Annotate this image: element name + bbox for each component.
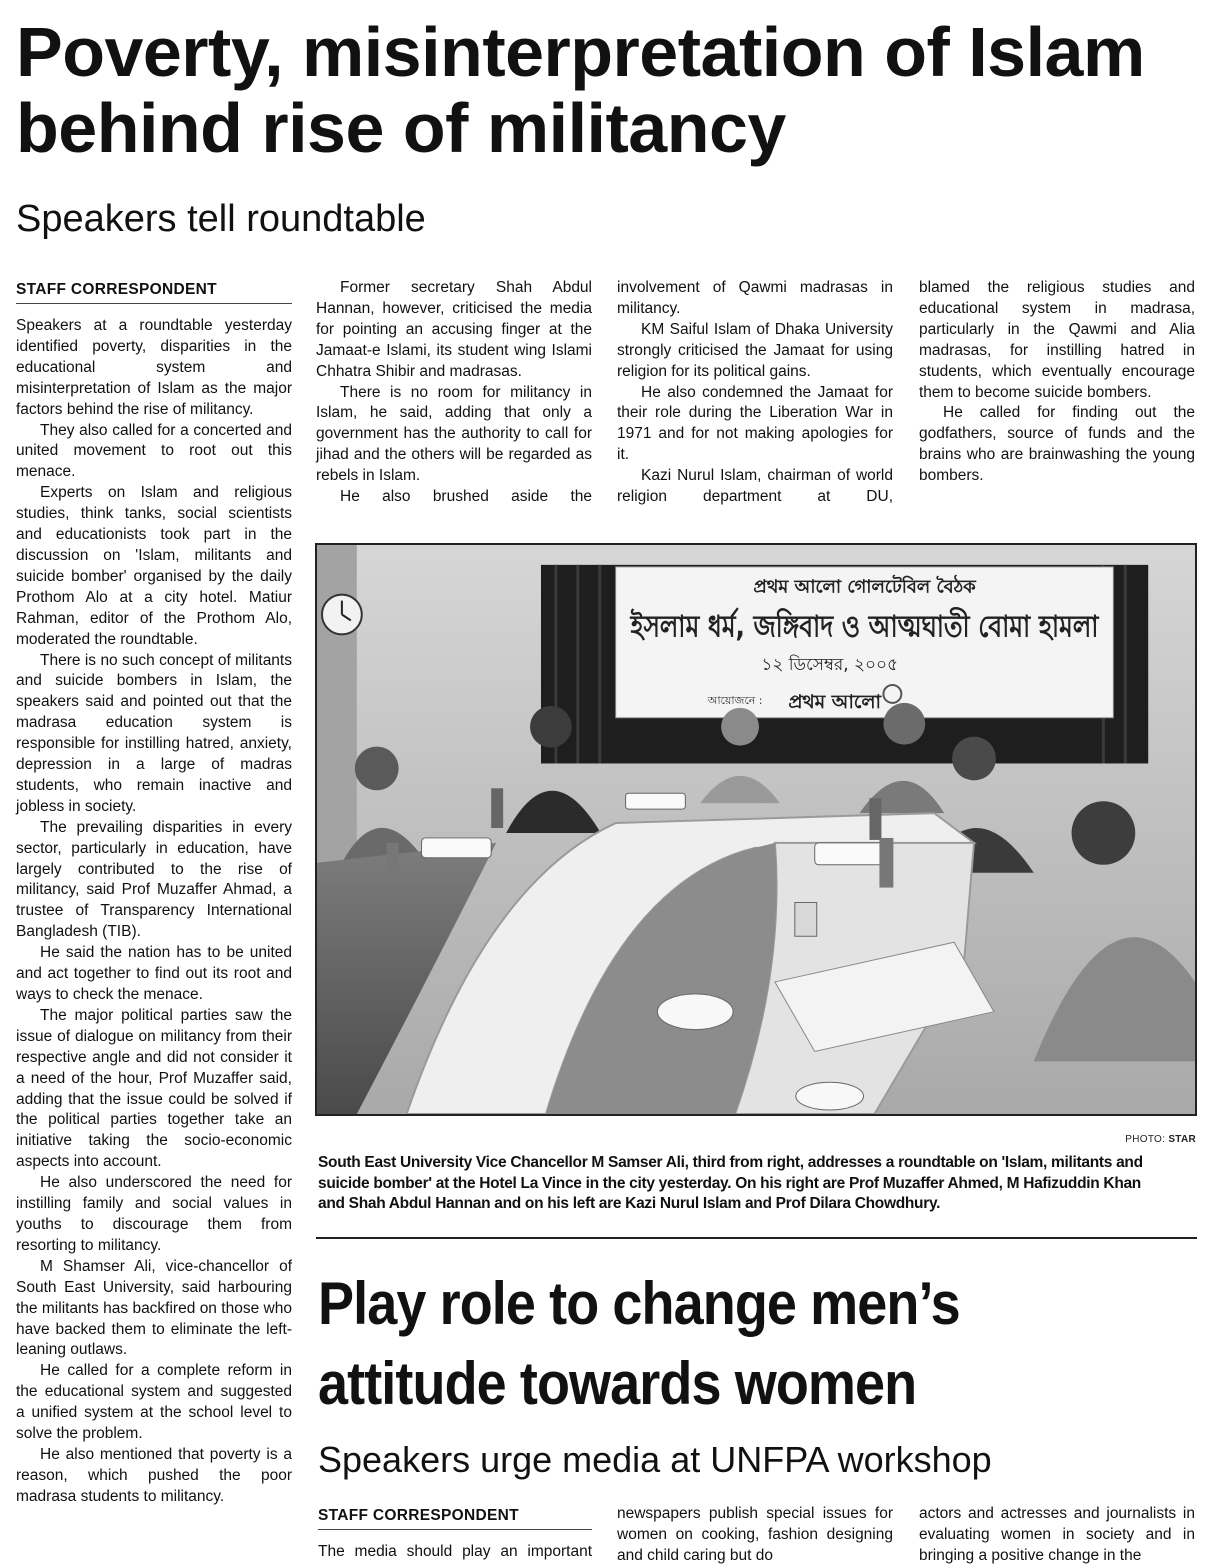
story1-col1-para: He also mentioned that poverty is a reason, which pushed the poor madrasa students to militancy. bbox=[16, 1445, 292, 1505]
story2-column-3 bbox=[919, 1504, 1195, 1567]
story1-column-4 bbox=[919, 278, 1195, 487]
story1-headline bbox=[16, 14, 1196, 166]
story2-byline bbox=[318, 1507, 519, 1525]
photo-credit-source: STAR bbox=[1168, 1134, 1196, 1145]
story1-col1-para: He called for a complete reform in the educational system and suggested a unified system at the school level to solve the problem. bbox=[16, 1362, 292, 1443]
story1-col4-para: blamed the religious studies and educational system in madrasa, particularly in the Qawmi and Alia madrasas, for instilling hatred in students, which eventually encourage them to become suicide bombers. bbox=[919, 279, 1195, 401]
photo-caption-line: South East University Vice Chancellor M Samser Ali, third from right, addresses a roundtable on 'Islam, militants and bbox=[318, 1154, 1143, 1171]
story2-col1-para: The media should play an important bbox=[318, 1543, 592, 1560]
story1-col2-para: There is no room for militancy in Islam, he said, adding that only a government has the authority to call for jihad and the others will be regarded as rebels in Islam. bbox=[316, 383, 592, 485]
banner-line-2: ইসলাম ধর্ম, জঙ্গিবাদ ও আত্মঘাতী বোমা হামলা bbox=[630, 609, 1195, 645]
story1-headline-line-2: behind rise of militancy bbox=[16, 89, 786, 167]
story1-col1-para: He also underscored the need for instilling family and social values in youths to discourage them from resorting to militancy. bbox=[16, 1174, 292, 1254]
story1-byline-text: STAFF CORRESPONDENT bbox=[16, 281, 217, 298]
story1-col1-para: They also called for a concerted and united movement to root out this menace. bbox=[16, 421, 292, 481]
story2-byline-text: STAFF CORRESPONDENT bbox=[318, 1507, 519, 1524]
story1-col2-para: He also brushed aside the bbox=[340, 488, 592, 506]
story2-col2-para: newspapers publish special issues for women on cooking, fashion designing and child caring but do bbox=[617, 1505, 893, 1564]
story1-col1-para: There is no such concept of militants and suicide bombers in Islam, the speakers said and pointed out that the madrasa education system is responsible for instilling hatred, anxiety, depression in a large of madras students, who remain inactive and jobless in society. bbox=[16, 651, 292, 815]
story2-headline-line-1: Play role to change men’s bbox=[318, 1270, 960, 1337]
story1-byline bbox=[16, 281, 217, 299]
story1-subhead: Speakers tell roundtable bbox=[16, 198, 426, 240]
story1-byline-rule bbox=[16, 303, 292, 304]
story2-subhead: Speakers urge media at UNFPA workshop bbox=[318, 1439, 992, 1480]
story1-col1-para: The major political parties saw the issue of dialogue on militancy from their respective angle and did not consider it a need of the hour, Prof Muzaffer said, adding that the issue could be solved if the political parties together take an initiative taking the socio-economic aspects into account. bbox=[16, 1006, 292, 1171]
photo-credit-label: PHOTO: bbox=[1125, 1134, 1166, 1145]
roundtable-photo bbox=[315, 543, 1197, 1116]
banner-organiser-label: আয়োজনে : bbox=[707, 693, 763, 707]
story1-col1-para: He said the nation has to be united and act together to find out its root and ways to check the menace. bbox=[16, 944, 292, 1003]
story1-headline-line-1: Poverty, misinterpretation of Islam bbox=[16, 13, 1145, 91]
story1-col2-para: Former secretary Shah Abdul Hannan, however, criticised the media for pointing an accusing finger at the Jamaat-e Islami, its student wing Islami Chhatra Shibir and madrasas. bbox=[316, 279, 592, 380]
story2-headline-line-2: attitude towards women bbox=[318, 1350, 917, 1417]
story2-byline-rule bbox=[318, 1529, 592, 1530]
story2-col3-para: actors and actresses and journalists in evaluating women in society and in bringing a positive change in the bbox=[919, 1505, 1195, 1564]
story2-column-2 bbox=[617, 1504, 893, 1567]
story2-headline bbox=[318, 1264, 1110, 1424]
story1-col1-para: The prevailing disparities in every sector, particularly in education, have largely contributed to the rise of militancy, said Prof Muzaffer Ahmad, a trustee of Transparency International Bangladesh (TIB). bbox=[16, 818, 292, 941]
photo-credit bbox=[1040, 1134, 1196, 1145]
photo-caption bbox=[318, 1153, 1198, 1215]
story1-col3-para: involvement of Qawmi madrasas in militancy. bbox=[617, 279, 893, 317]
roundtable-photo-illustration bbox=[317, 545, 1195, 1114]
story1-column-3 bbox=[617, 278, 893, 508]
photo-caption-line: and Shah Abdul Hannan and on his left are Kazi Nurul Islam and Prof Dilara Chowdhury. bbox=[318, 1195, 941, 1213]
story1-col1-para: Experts on Islam and religious studies, think tanks, social scientists and educationists took part in the discussion on 'Islam, militants and suicide bomber' organised by the daily Prothom Alo at a city hotel. Matiur Rahman, editor of the Prothom Alo, moderated the roundtable. bbox=[16, 484, 292, 648]
story1-col1-para: M Shamser Ali, vice-chancellor of South East University, said harbouring the militants has backfired on those who have backed them to eliminate the left-leaning outlaws. bbox=[16, 1257, 292, 1359]
story1-column-2 bbox=[316, 278, 592, 508]
story1-column-1 bbox=[16, 316, 292, 1508]
banner-line-1: প্রথম আলো গোলটেবিল বৈঠক bbox=[753, 576, 976, 598]
story1-col1-para: Speakers at a roundtable yesterday identified poverty, disparities in the educational system and misinterpretation of Islam as the major factors behind the rise of militancy. bbox=[16, 317, 292, 418]
story1-col3-para: Kazi Nurul Islam, chairman of world religion department at DU, bbox=[617, 467, 893, 506]
photo-caption-line: suicide bomber' at the Hotel La Vince in the city yesterday. On his right are Prof Muzaffer Ahmed, M Hafizuddin Khan bbox=[318, 1174, 1141, 1192]
story1-col3-para: He also condemned the Jamaat for their role during the Liberation War in 1971 and for not making apologies for it. bbox=[617, 383, 893, 464]
banner-organiser: প্রথম আলো bbox=[788, 690, 881, 713]
story-divider bbox=[316, 1237, 1197, 1239]
banner-line-3: ১২ ডিসেম্বর, ২০০৫ bbox=[761, 654, 898, 675]
story1-col4-para: He called for finding out the godfathers, source of funds and the brains who are brainwashing the young bombers. bbox=[919, 404, 1195, 485]
story1-col3-para: KM Saiful Islam of Dhaka University strongly criticised the Jamaat for using religion for its political gains. bbox=[617, 320, 893, 380]
story2-column-1 bbox=[318, 1542, 592, 1563]
